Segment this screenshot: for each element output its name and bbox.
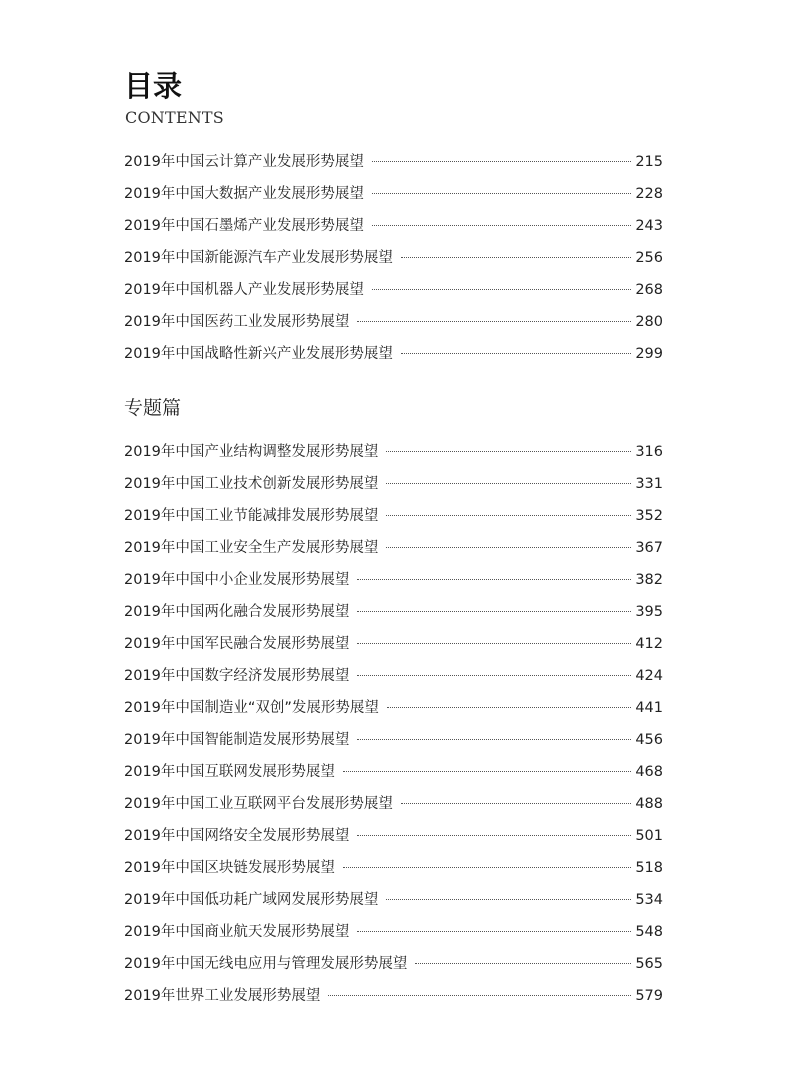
toc-entry-page-number: 488	[635, 796, 663, 812]
toc-entry-page-number: 441	[635, 700, 663, 716]
toc-entry-page-number: 243	[635, 218, 663, 234]
section-heading-special-topics: 专题篇	[124, 397, 182, 419]
toc-entry-title: 2019年中国无线电应用与管理发展形势展望	[124, 956, 408, 972]
page-subtitle: CONTENTS	[125, 108, 224, 127]
toc-dot-leader	[357, 321, 631, 322]
toc-entry-page-number: 424	[635, 668, 663, 684]
toc-entry-title: 2019年中国云计算产业发展形势展望	[124, 154, 364, 170]
toc-entry[interactable]	[124, 310, 663, 342]
toc-entry[interactable]	[124, 792, 663, 824]
toc-entry-page-number: 456	[635, 732, 663, 748]
toc-entry-page-number: 395	[635, 604, 663, 620]
toc-entry[interactable]	[124, 824, 663, 856]
toc-entry-title: 2019年中国中小企业发展形势展望	[124, 572, 350, 588]
toc-dot-leader	[357, 643, 631, 644]
toc-dot-leader	[386, 899, 631, 900]
toc-dot-leader	[357, 835, 631, 836]
toc-dot-leader	[328, 995, 631, 996]
toc-entry[interactable]	[124, 952, 663, 984]
toc-entry[interactable]	[124, 856, 663, 888]
toc-dot-leader	[372, 225, 631, 226]
toc-entry-page-number: 228	[635, 186, 663, 202]
toc-entry-page-number: 534	[635, 892, 663, 908]
toc-dot-leader	[343, 867, 631, 868]
toc-entry-page-number: 548	[635, 924, 663, 940]
toc-entry-title: 2019年中国低功耗广域网发展形势展望	[124, 892, 379, 908]
toc-dot-leader	[386, 483, 631, 484]
toc-entry-title: 2019年中国战略性新兴产业发展形势展望	[124, 346, 393, 362]
toc-entry-page-number: 352	[635, 508, 663, 524]
page-title: 目录	[124, 69, 183, 103]
toc-entry[interactable]	[124, 920, 663, 952]
toc-entry-title: 2019年中国网络安全发展形势展望	[124, 828, 350, 844]
toc-dot-leader	[357, 675, 631, 676]
toc-dot-leader	[372, 289, 631, 290]
toc-entry-page-number: 256	[635, 250, 663, 266]
toc-entry-title: 2019年中国两化融合发展形势展望	[124, 604, 350, 620]
toc-entry[interactable]	[124, 696, 663, 728]
toc-dot-leader	[401, 803, 631, 804]
toc-entry-title: 2019年中国大数据产业发展形势展望	[124, 186, 364, 202]
toc-entry[interactable]	[124, 246, 663, 278]
toc-entry-page-number: 501	[635, 828, 663, 844]
toc-entry-page-number: 299	[635, 346, 663, 362]
toc-entry-page-number: 468	[635, 764, 663, 780]
toc-entry-title: 2019年中国产业结构调整发展形势展望	[124, 444, 379, 460]
toc-dot-leader	[401, 353, 631, 354]
toc-dot-leader	[357, 579, 631, 580]
toc-entry[interactable]	[124, 440, 663, 472]
toc-entry-title: 2019年中国工业互联网平台发展形势展望	[124, 796, 393, 812]
toc-entry[interactable]	[124, 536, 663, 568]
toc-entry-page-number: 331	[635, 476, 663, 492]
toc-entry-page-number: 215	[635, 154, 663, 170]
toc-dot-leader	[386, 547, 631, 548]
toc-entry-title: 2019年中国数字经济发展形势展望	[124, 668, 350, 684]
toc-entry[interactable]	[124, 728, 663, 760]
toc-entry-title: 2019年中国新能源汽车产业发展形势展望	[124, 250, 393, 266]
toc-entry-page-number: 412	[635, 636, 663, 652]
toc-entry-title: 2019年中国区块链发展形势展望	[124, 860, 335, 876]
toc-dot-leader	[372, 161, 631, 162]
toc-entry[interactable]	[124, 568, 663, 600]
toc-dot-leader	[343, 771, 631, 772]
toc-entry[interactable]	[124, 342, 663, 374]
toc-entry[interactable]	[124, 632, 663, 664]
toc-entry-page-number: 382	[635, 572, 663, 588]
toc-entry[interactable]	[124, 760, 663, 792]
toc-entry[interactable]	[124, 664, 663, 696]
toc-entry-title: 2019年中国石墨烯产业发展形势展望	[124, 218, 364, 234]
toc-entry[interactable]	[124, 150, 663, 182]
toc-entry-title: 2019年中国医药工业发展形势展望	[124, 314, 350, 330]
toc-entry-page-number: 565	[635, 956, 663, 972]
toc-entry-page-number: 579	[635, 988, 663, 1004]
toc-list-special-topics	[124, 440, 663, 1016]
toc-entry-title: 2019年中国工业节能减排发展形势展望	[124, 508, 379, 524]
toc-dot-leader	[386, 515, 631, 516]
toc-entry-title: 2019年中国军民融合发展形势展望	[124, 636, 350, 652]
toc-entry-page-number: 280	[635, 314, 663, 330]
toc-entry[interactable]	[124, 888, 663, 920]
toc-dot-leader	[401, 257, 631, 258]
toc-entry-title: 2019年中国制造业“双创”发展形势展望	[124, 700, 379, 716]
toc-dot-leader	[372, 193, 631, 194]
toc-list-main	[124, 150, 663, 374]
toc-entry-title: 2019年中国工业安全生产发展形势展望	[124, 540, 379, 556]
toc-entry[interactable]	[124, 600, 663, 632]
toc-entry[interactable]	[124, 504, 663, 536]
toc-entry-title: 2019年中国机器人产业发展形势展望	[124, 282, 364, 298]
toc-dot-leader	[387, 707, 631, 708]
toc-entry-title: 2019年中国商业航天发展形势展望	[124, 924, 350, 940]
toc-entry-title: 2019年中国互联网发展形势展望	[124, 764, 335, 780]
toc-entry[interactable]	[124, 214, 663, 246]
toc-entry-title: 2019年中国智能制造发展形势展望	[124, 732, 350, 748]
toc-entry-page-number: 367	[635, 540, 663, 556]
toc-entry[interactable]	[124, 278, 663, 310]
toc-dot-leader	[357, 739, 631, 740]
toc-dot-leader	[357, 611, 631, 612]
toc-entry-page-number: 268	[635, 282, 663, 298]
toc-entry-page-number: 316	[635, 444, 663, 460]
toc-dot-leader	[415, 963, 631, 964]
toc-entry-page-number: 518	[635, 860, 663, 876]
toc-entry[interactable]	[124, 984, 663, 1016]
toc-entry[interactable]	[124, 472, 663, 504]
toc-dot-leader	[386, 451, 631, 452]
toc-dot-leader	[357, 931, 631, 932]
toc-entry-title: 2019年中国工业技术创新发展形势展望	[124, 476, 379, 492]
toc-entry[interactable]	[124, 182, 663, 214]
toc-entry-title: 2019年世界工业发展形势展望	[124, 988, 321, 1004]
